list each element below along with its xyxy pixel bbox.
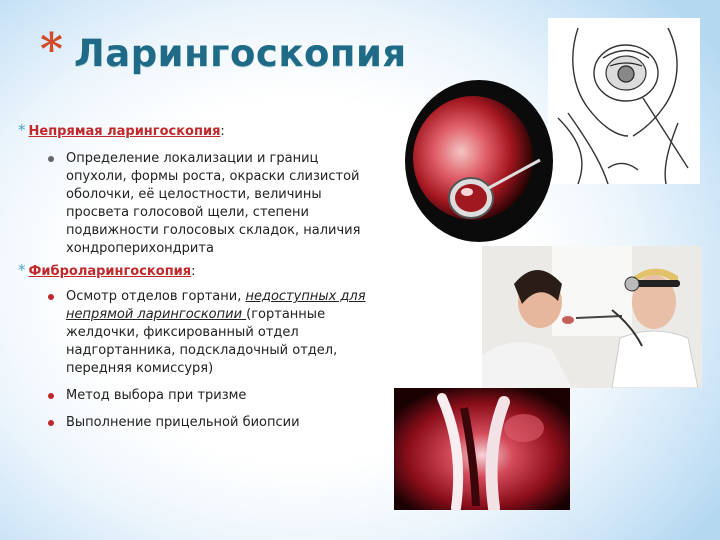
laryngoscopy-sketch-image <box>548 18 700 184</box>
laryngeal-mirror-image <box>405 80 553 242</box>
list-item <box>48 414 393 432</box>
section-suffix: : <box>220 124 225 139</box>
bullet-list-fibro <box>48 288 393 441</box>
bullet-star-icon: * <box>18 121 26 139</box>
section-label-indirect: Непрямая ларингоскопия <box>28 124 221 139</box>
section-label-fibro: Фиброларингоскопия <box>28 264 192 279</box>
bullet-text: Выполнение прицельной биопсии <box>66 415 300 430</box>
list-item <box>48 150 378 258</box>
bullet-text: Определение локализации и границ опухоли, формы роста, окраски слизистой оболочки, её целостности, величины просвета голосовой щели, степени подвижности голосовых складок, наличия хондроперихондрита <box>66 151 361 256</box>
bullet-text: Метод выбора при тризме <box>66 388 247 403</box>
doctor-patient-exam-image <box>482 246 702 388</box>
bullet-list-indirect <box>48 150 378 267</box>
bullet-dot-icon <box>48 420 54 426</box>
bullet-text-post: (гортанные желдочки, фиксированный отдел надгортанника, подскладочный отдел, передняя комиссуря) <box>66 307 338 376</box>
bullet-text-emphasis: недоступных для непрямой ларингоскопии <box>66 289 366 322</box>
bullet-star-icon: * <box>18 261 26 279</box>
section-suffix: : <box>191 264 196 279</box>
section-fibrolaryngoscopy <box>18 261 196 279</box>
bullet-text-pre: Осмотр отделов гортани, <box>66 289 246 304</box>
section-indirect-laryngoscopy <box>18 121 225 139</box>
bullet-dot-icon <box>48 156 54 162</box>
fiberoptic-larynx-image <box>394 388 570 510</box>
title-star-icon: * <box>40 24 64 75</box>
list-item <box>48 288 393 378</box>
slide-title: Ларингоскопия <box>74 32 407 75</box>
bullet-dot-icon <box>48 294 54 300</box>
list-item <box>48 387 393 405</box>
bullet-dot-icon <box>48 393 54 399</box>
